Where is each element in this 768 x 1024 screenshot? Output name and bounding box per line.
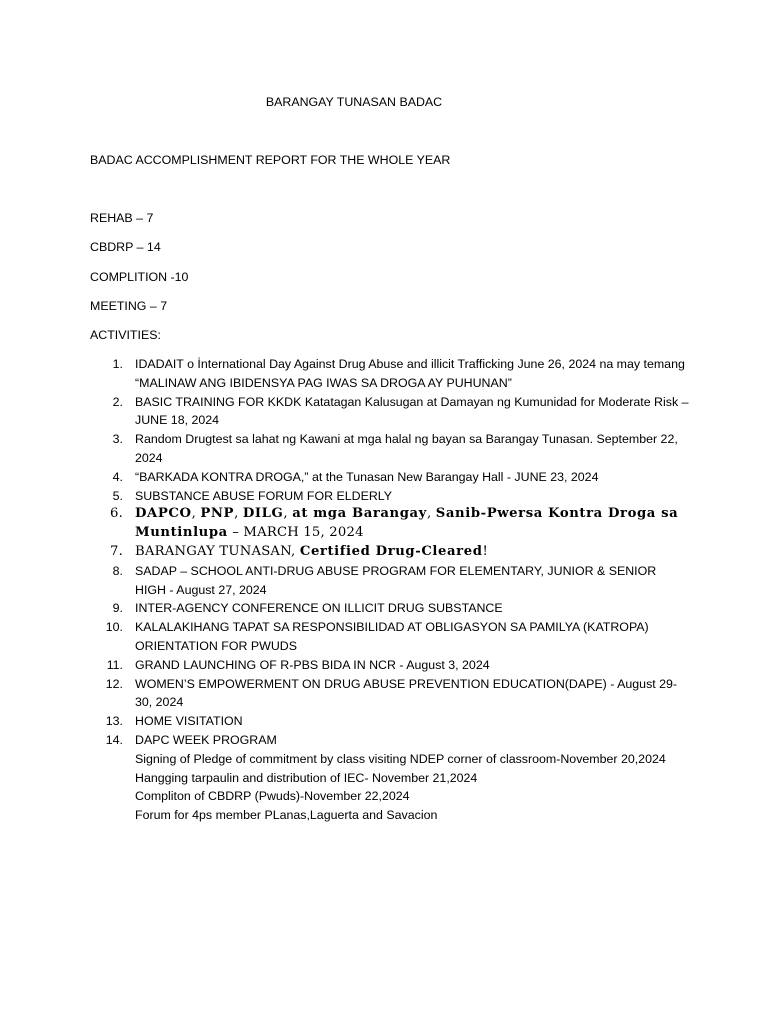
bold-text: DILG (242, 506, 284, 522)
stat-complition: COMPLITION -10 (90, 270, 189, 284)
list-item (90, 731, 690, 825)
list-number: 13. (105, 714, 123, 729)
list-item (90, 487, 690, 506)
list-number: 10. (105, 620, 123, 635)
activity-text: IDADAIT o İnternational Day Against Drug Abuse and illicit Trafficking June 26, 2024 na may temang “MALINAW ANG IBIDENSYA PAG IWAS SA DROGA AY PUHUNAN” (135, 357, 685, 390)
list-number: 7. (110, 543, 123, 559)
list-item (90, 599, 690, 618)
list-number: 11. (106, 657, 123, 672)
activity-text: DAPC WEEK PROGRAM (135, 732, 277, 747)
list-item (90, 543, 690, 562)
list-number: 4. (112, 469, 123, 484)
sub-activity: Compliton of CBDRP (Pwuds)-November 22,2024 (135, 789, 410, 804)
date-text: – MARCH 15, 2024 (227, 525, 364, 541)
list-item (90, 355, 690, 393)
activity-text: BASIC TRAINING FOR KKDK Katatagan Kalusugan at Damayan ng Kumunidad for Moderate Risk – JUNE 18, 2024 (135, 394, 689, 428)
sub-activity: Signing of Pledge of commitment by class visiting NDEP corner of classroom-November 20,2024 (135, 751, 666, 766)
stat-rehab: REHAB – 7 (90, 211, 154, 225)
list-item (90, 712, 690, 731)
list-number: 9. (112, 601, 123, 616)
list-number: 14. (105, 732, 123, 747)
separator-text: , (234, 506, 243, 522)
list-number: 1. (112, 357, 123, 371)
bold-text: PNP (200, 506, 235, 522)
list-item (90, 618, 690, 656)
separator-text: , (426, 506, 436, 522)
list-item (90, 505, 690, 543)
bold-text: Certified Drug-Cleared (299, 543, 483, 559)
bold-text: Sanib-Pwersa Kontra Droga sa Muntinlupa (135, 506, 679, 541)
bold-text: at mga Barangay (292, 506, 427, 522)
list-number: 8. (112, 563, 123, 578)
activity-text: SADAP – SCHOOL ANTI-DRUG ABUSE PROGRAM FOR ELEMENTARY, JUNIOR & SENIOR HIGH - August 27, 2024 (135, 563, 657, 597)
report-title: BADAC ACCOMPLISHMENT REPORT FOR THE WHOLE YEAR (90, 153, 451, 167)
list-item (90, 675, 690, 713)
activity-text: HOME VISITATION (135, 714, 243, 729)
activity-text: SUBSTANCE ABUSE FORUM FOR ELDERLY (135, 488, 393, 503)
activity-text: INTER-AGENCY CONFERENCE ON ILLICIT DRUG SUBSTANCE (135, 601, 503, 616)
list-item (90, 562, 690, 600)
list-item (90, 656, 690, 675)
plain-text: BARANGAY TUNASAN, (135, 543, 300, 559)
activity-text: Random Drugtest sa lahat ng Kawani at mga halal ng bayan sa Barangay Tunasan. September 22, 2024 (135, 432, 678, 465)
activity-text: GRAND LAUNCHING OF R-PBS BIDA IN NCR - August 3, 2024 (135, 657, 490, 672)
list-number: 2. (112, 394, 123, 409)
stat-meeting: MEETING – 7 (90, 299, 168, 313)
stat-cbdrp: CBDRP – 14 (90, 240, 161, 254)
activity-text: KALALAKIHANG TAPAT SA RESPONSIBILIDAD AT OBLIGASYON SA PAMILYA (KATROPA) ORIENTATION FOR PWUDS (135, 620, 649, 653)
plain-text: ! (482, 543, 489, 559)
activities-label: ACTIVITIES: (90, 328, 161, 342)
activity-text: “BARKADA KONTRA DROGA,” at the Tunasan New Barangay Hall - JUNE 23, 2024 (135, 469, 599, 484)
list-item (90, 393, 690, 431)
separator-text: , (283, 506, 293, 522)
sub-activity: Hangging tarpaulin and distribution of IEC- November 21,2024 (135, 770, 478, 785)
list-item (90, 430, 690, 468)
list-number: 6. (110, 506, 123, 522)
activity-text (135, 506, 678, 540)
activities-list (90, 355, 690, 825)
separator-text: , (191, 506, 201, 522)
document-header: BARANGAY TUNASAN BADAC (265, 95, 443, 109)
bold-text: DAPCO (135, 506, 192, 522)
activity-text: WOMEN’S EMPOWERMENT ON DRUG ABUSE PREVENTION EDUCATION(DAPE) - August 29-30, 2024 (135, 676, 678, 710)
activity-text (135, 544, 488, 559)
list-number: 3. (112, 432, 123, 447)
list-number: 12. (105, 676, 123, 691)
list-item (90, 468, 690, 487)
sub-activity: Forum for 4ps member PLanas,Laguerta and Savacion (135, 808, 438, 823)
list-number: 5. (112, 488, 123, 503)
